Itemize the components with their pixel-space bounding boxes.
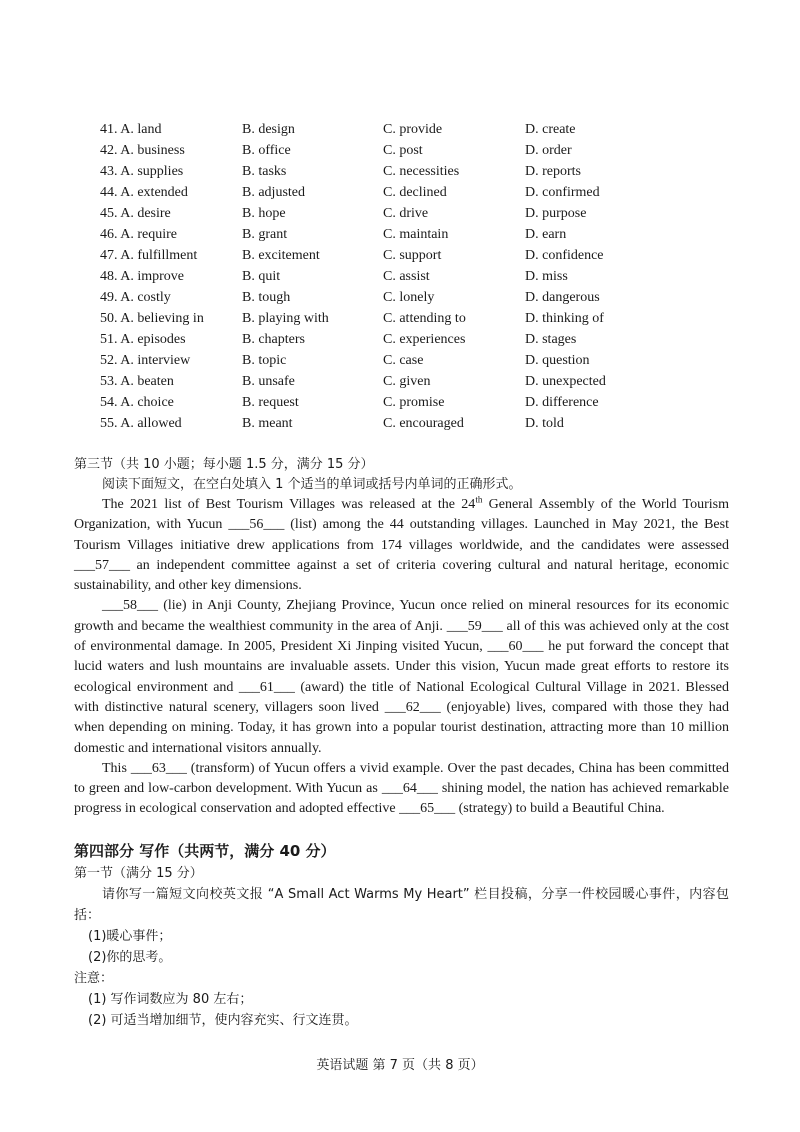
option-row <box>100 161 720 182</box>
option-c: C. case <box>383 353 424 368</box>
option-row <box>100 329 720 350</box>
section-instruction: 阅读下面短文，在空白处填入 1 个适当的单词或括号内单词的正确形式。 <box>102 477 522 492</box>
writing-part <box>74 839 729 1031</box>
option-row <box>100 350 720 371</box>
option-d: D. order <box>525 143 572 158</box>
passage-paragraph-2: ___58___ (lie) in Anji County, Zhejiang Province, Yucun once relied on mineral resources for its economic growth and became the wealthiest community in the area of Anji. ___59___ all of this was achieved only at the cost of environmental damage. In 2005, President Xi Jinping visited Yucun, ___60___ he put forward the concept that lucid waters and lush mountains are invaluable assets. Under this vision, Yucun made great efforts to restore its ecological environment and ___61___ (award) the title of National Ecological Cultural Village in 2021. Blessed with distinctive natural scenery, villagers soon lived ___62___ (enjoyable) lives, compared with those they had when depending on mining. Today, it has grown into a popular tourist destination, attracting more than 10 million domestic and international visitors annually. <box>74 598 729 756</box>
option-a: 54. A. choice <box>100 395 174 410</box>
option-c: C. drive <box>383 206 429 221</box>
option-d: D. stages <box>525 332 577 347</box>
option-d: D. difference <box>525 395 599 410</box>
option-row <box>100 371 720 392</box>
option-a: 48. A. improve <box>100 269 184 284</box>
option-d: D. question <box>525 353 590 368</box>
option-b: B. tasks <box>242 164 287 179</box>
option-a: 52. A. interview <box>100 353 191 368</box>
option-c: C. support <box>383 248 442 263</box>
option-a: 55. A. allowed <box>100 416 182 431</box>
option-b: B. request <box>242 395 299 410</box>
option-b: B. hope <box>242 206 286 221</box>
option-row <box>100 224 720 245</box>
option-a: 46. A. require <box>100 227 177 242</box>
option-c: C. declined <box>383 185 447 200</box>
option-b: B. unsafe <box>242 374 295 389</box>
note-label: 注意： <box>74 971 114 986</box>
option-c: C. given <box>383 374 431 389</box>
task-item: (2)你的思考。 <box>88 950 172 965</box>
part-heading: 第四部分 写作（共两节，满分 40 分） <box>74 842 336 860</box>
option-b: B. chapters <box>242 332 305 347</box>
option-c: C. attending to <box>383 311 466 326</box>
ordinal-suffix: th <box>475 494 483 505</box>
option-row <box>100 203 720 224</box>
option-row <box>100 413 720 434</box>
option-b: B. tough <box>242 290 291 305</box>
option-c: C. provide <box>383 122 443 137</box>
option-b: B. quit <box>242 269 281 284</box>
writing-task: 请你写一篇短文向校英文报 “A Small Act Warms My Heart” 栏目投稿，分享一件校园暖心事件，内容包括： <box>74 887 729 923</box>
option-b: B. excitement <box>242 248 320 263</box>
option-c: C. post <box>383 143 423 158</box>
note-item: (2) 可适当增加细节，使内容充实、行文连贯。 <box>88 1013 358 1028</box>
option-d: D. confidence <box>525 248 604 263</box>
option-row <box>100 245 720 266</box>
option-b: B. meant <box>242 416 293 431</box>
option-d: D. reports <box>525 164 581 179</box>
option-b: B. playing with <box>242 311 329 326</box>
grammar-fill-section <box>74 455 729 820</box>
option-d: D. told <box>525 416 564 431</box>
option-a: 44. A. extended <box>100 185 188 200</box>
option-d: D. create <box>525 122 576 137</box>
sub-heading: 第一节（满分 15 分） <box>74 866 203 881</box>
option-c: C. necessities <box>383 164 460 179</box>
option-c: C. assist <box>383 269 430 284</box>
task-item: (1)暖心事件； <box>88 929 172 944</box>
option-c: C. experiences <box>383 332 466 347</box>
option-b: B. design <box>242 122 295 137</box>
option-d: D. dangerous <box>525 290 600 305</box>
option-c: C. encouraged <box>383 416 464 431</box>
passage-paragraph-1 <box>74 495 729 596</box>
option-b: B. office <box>242 143 291 158</box>
option-b: B. adjusted <box>242 185 305 200</box>
option-a: 49. A. costly <box>100 290 171 305</box>
option-c: C. maintain <box>383 227 449 242</box>
option-row <box>100 182 720 203</box>
option-a: 47. A. fulfillment <box>100 248 198 263</box>
option-a: 51. A. episodes <box>100 332 186 347</box>
option-d: D. earn <box>525 227 567 242</box>
option-d: D. thinking of <box>525 311 604 326</box>
option-a: 41. A. land <box>100 122 162 137</box>
cloze-options-table <box>100 119 720 434</box>
paragraph-text: General Assembly of the World Tourism Organization, with Yucun ___56___ (list) among the 44 outstanding villages. Launched in May 2021, the Best Tourism Villages initiative drew applications from 174 villages worldwide, and the candidates were assessed ___57___ an independent committee against a set of criteria covering cultural and natural heritage, economic sustainability, and other key dimensions. <box>74 497 730 594</box>
option-row <box>100 119 720 140</box>
option-a: 53. A. beaten <box>100 374 174 389</box>
option-c: C. lonely <box>383 290 435 305</box>
option-a: 43. A. supplies <box>100 164 184 179</box>
option-a: 45. A. desire <box>100 206 171 221</box>
option-b: B. grant <box>242 227 288 242</box>
page-footer: 英语试题 第 7 页（共 8 页） <box>316 1058 484 1073</box>
option-b: B. topic <box>242 353 287 368</box>
option-row <box>100 266 720 287</box>
option-row <box>100 308 720 329</box>
option-d: D. purpose <box>525 206 587 221</box>
note-item: (1) 写作词数应为 80 左右； <box>88 992 253 1007</box>
option-row <box>100 287 720 308</box>
passage-paragraph-3: This ___63___ (transform) of Yucun offers a vivid example. Over the past decades, China has been committed to green and low-carbon development. With Yucun as ___64___ shining model, the nation has achieved remarkable progress in ecological conservation and adopted effective ___65___ (strategy) to build a Beautiful China. <box>74 760 729 817</box>
option-a: 50. A. believing in <box>100 311 204 326</box>
option-d: D. unexpected <box>525 374 606 389</box>
option-a: 42. A. business <box>100 143 185 158</box>
option-row <box>100 140 720 161</box>
option-c: C. promise <box>383 395 445 410</box>
option-row <box>100 392 720 413</box>
paragraph-text: The 2021 list of Best Tourism Villages was released at the 24 <box>102 497 476 512</box>
option-d: D. confirmed <box>525 185 600 200</box>
section-title: 第三节（共 10 小题；每小题 1.5 分，满分 15 分） <box>74 457 374 472</box>
option-d: D. miss <box>525 269 568 284</box>
